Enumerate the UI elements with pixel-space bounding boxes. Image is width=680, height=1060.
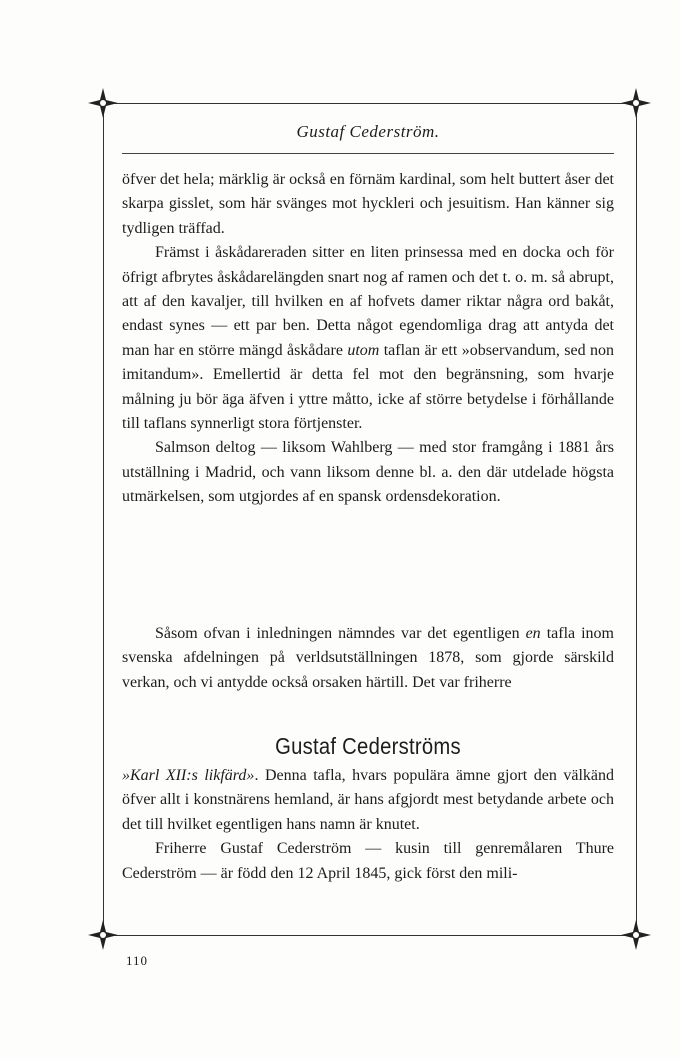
paragraph-4: [122, 622, 614, 695]
frame-right-rule: [636, 103, 637, 936]
corner-ornament-bottom-right: [619, 918, 653, 952]
lower-text-block: [122, 764, 614, 886]
paragraph-4-part-2: tafla inom svenska afdelningen på verldsutställningen 1878, som gjorde särskild verkan, och vi antydde också orsaken härtill. Det var friherre: [122, 625, 614, 691]
paragraph-2-part-1: Främst i åskådareraden sitter en liten prinsessa med en docka och för öfrigt afbrytes åskådarelängden snart nog af ramen och det t. o. m. så abrupt, att af den kavaljer, till hvilken en af hofvets damer riktar några ord bakåt, endast synes — ett par ben. Detta något egendomliga drag att antyda det man har en större mängd åskådare: [122, 244, 614, 359]
middle-text-block: [122, 622, 614, 695]
section-heading: Gustaf Cederströms: [275, 733, 461, 759]
running-title: Gustaf Cederström.: [296, 122, 440, 141]
corner-ornament-top-left: [86, 86, 120, 120]
frame-bottom-rule: [104, 935, 636, 936]
page-number: 110: [126, 953, 149, 968]
paragraph-5-italic-title: »Karl XII:s likfärd»: [122, 767, 255, 784]
paragraph-1: öfver det hela; märklig är också en förnäm kardinal, som helt buttert åser det skarpa gisslet, som här svänges mot hyckleri och jesuitism. Han känner sig tydligen träffad.: [122, 171, 614, 237]
paragraph-6: Friherre Gustaf Cederström — kusin till genremålaren Thure Cederström — är född den 12 April 1845, gick först den mili-: [122, 840, 614, 882]
header-rule: [122, 153, 614, 154]
paragraph-3: Salmson deltog — liksom Wahlberg — med stor framgång i 1881 års utställning i Madrid, och vann liksom denne bl. a. den där utdelade högsta utmärkelsen, som utgjordes af en spansk ordensdekoration.: [122, 439, 614, 506]
corner-ornament-top-right: [619, 86, 653, 120]
upper-text-block: [122, 168, 614, 510]
paragraph-2: [122, 241, 614, 436]
frame-left-rule: [103, 103, 104, 936]
paragraph-5: [122, 764, 614, 837]
paragraph-5-part-2: . Denna tafla, hvars populära ämne gjort den välkänd öfver allt i konstnärens hemland, är hans afgjordt mest betydande arbete och det till hvilket egentligen hans namn är knutet.: [122, 767, 614, 833]
asterism-separator: [330, 560, 410, 590]
paragraph-4-italic: en: [525, 625, 541, 642]
corner-ornament-bottom-left: [86, 918, 120, 952]
paragraph-2-part-2: taflan är ett »observandum, sed non imitandum». Emellertid är detta fel mot den begränsning, som hvarje målning ju bör äga äfven i yttre måtto, icke af större betydelse i förhållande till taflans synnerligt stora förtjenster.: [122, 341, 615, 433]
paragraph-2-italic: utom: [347, 341, 380, 359]
frame-top-rule: [104, 103, 636, 104]
paragraph-4-part-1: Såsom ofvan i inledningen nämndes var det egentligen: [155, 625, 526, 642]
